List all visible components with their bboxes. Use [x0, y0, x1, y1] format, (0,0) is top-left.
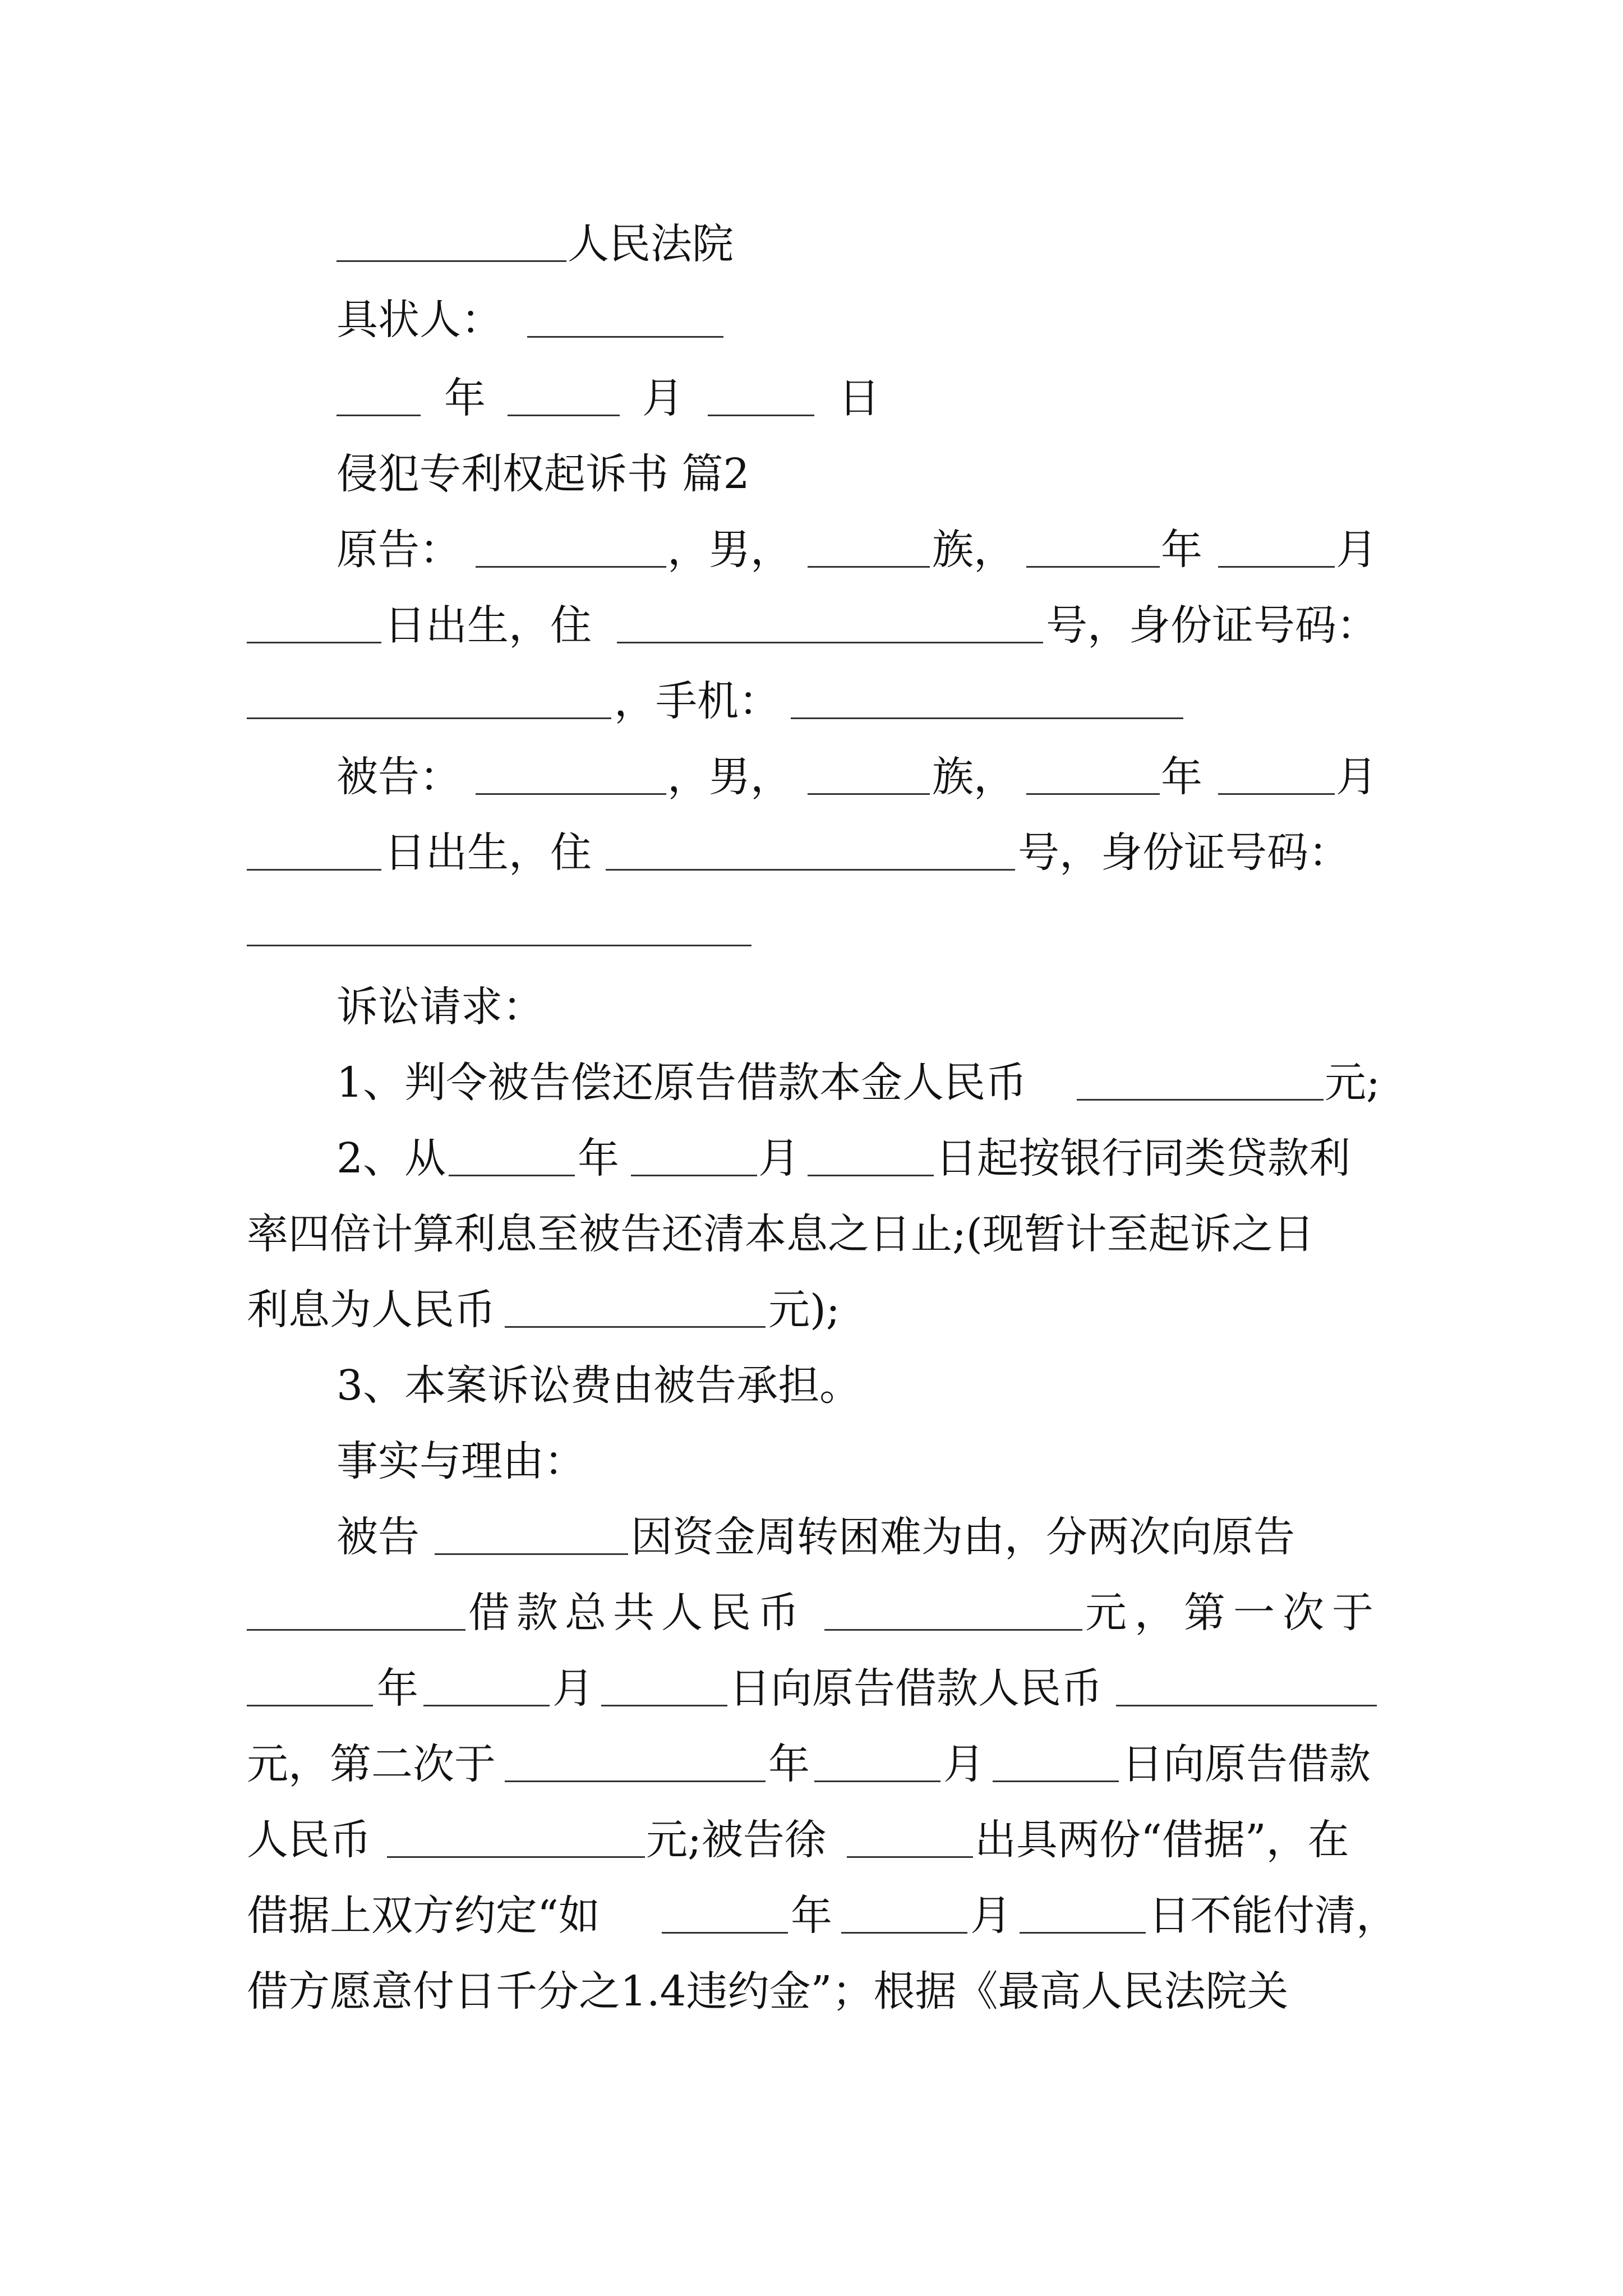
blank-facts-second-amount[interactable]	[387, 1856, 645, 1858]
blank-defendant-address[interactable]	[606, 869, 1015, 871]
blank-plaintiff-id[interactable]	[247, 717, 611, 719]
defendant-line-3	[0, 898, 1623, 959]
facts-line-2	[0, 1582, 1623, 1644]
claim-1-text: 1、判令被告偿还原告借款本金人民币	[336, 1059, 1027, 1107]
blank-plaintiff-month[interactable]	[1218, 566, 1335, 568]
blank-facts-defendant[interactable]	[435, 1553, 628, 1555]
blank-claim-2-day[interactable]	[808, 1175, 934, 1176]
defendant-line-1	[0, 746, 1623, 808]
plaintiff-line-1	[0, 519, 1623, 581]
facts-text-4: 元，第一次于	[1085, 1589, 1381, 1637]
blank-defendant-day[interactable]	[247, 869, 381, 871]
blank-facts-first-day[interactable]	[601, 1705, 727, 1706]
blank-facts-second-month[interactable]	[814, 1780, 940, 1782]
plaintiff-year-label: 年	[1161, 526, 1202, 574]
claim-2-line-1	[0, 1128, 1623, 1189]
plaintiff-gender: ，男，	[667, 526, 792, 574]
facts-text-7: 日向原告借款	[1122, 1740, 1371, 1788]
facts-second-month-label: 月	[943, 1740, 985, 1788]
blank-plaintiff-mobile[interactable]	[791, 717, 1183, 719]
blank-facts-due-month[interactable]	[841, 1932, 967, 1934]
plaintiff-id-label: 号，身份证号码：	[1046, 601, 1378, 650]
court-line	[0, 213, 1623, 275]
blank-defendant-id[interactable]	[247, 945, 751, 946]
facts-heading-text: 事实与理由：	[336, 1437, 585, 1485]
facts-text-13: 借方愿意付日千分之1.4违约金”；根据《最高人民法院关	[247, 1967, 1289, 2016]
blank-date-day[interactable]	[708, 415, 814, 416]
claim-2-line-2	[0, 1203, 1623, 1265]
blank-date-month[interactable]	[508, 415, 620, 416]
claim-2-line-3-start: 利息为人民币	[247, 1286, 496, 1334]
blank-plaintiff-year[interactable]	[1026, 566, 1160, 568]
claim-3-line	[0, 1355, 1623, 1416]
defendant-year-label: 年	[1161, 753, 1202, 801]
date-line	[0, 367, 1623, 429]
facts-text-2: 因资金周转困难为由，分两次向原告	[631, 1513, 1295, 1561]
plaintiff-ethnicity-label: 族，	[932, 526, 1015, 574]
signature-line	[0, 289, 1623, 351]
blank-facts-first-year[interactable]	[247, 1705, 373, 1706]
signature-label: 具状人：	[336, 296, 502, 344]
facts-text-1: 被告	[336, 1513, 419, 1561]
defendant-id-label: 号，身份证号码：	[1018, 829, 1350, 877]
blank-facts-second-year[interactable]	[505, 1780, 766, 1782]
blank-facts-defendant-name[interactable]	[847, 1856, 973, 1858]
blank-facts-due-year[interactable]	[662, 1932, 788, 1934]
section-heading	[0, 443, 1623, 505]
blank-plaintiff-ethnicity[interactable]	[808, 566, 930, 568]
facts-text-10: 出具两份“借据”，在	[975, 1816, 1349, 1864]
claims-heading	[0, 976, 1623, 1038]
claim-2-month-label: 月	[758, 1134, 800, 1182]
facts-line-4	[0, 1733, 1623, 1795]
date-day-label: 日	[838, 374, 880, 422]
blank-plaintiff-name[interactable]	[476, 566, 666, 568]
facts-line-6	[0, 1885, 1623, 1947]
facts-first-month-label: 月	[552, 1664, 594, 1713]
claim-1-line	[0, 1052, 1623, 1114]
blank-court-name[interactable]	[336, 260, 566, 262]
blank-facts-first-amount[interactable]	[1116, 1705, 1377, 1706]
plaintiff-line-3	[0, 670, 1623, 732]
date-year-label: 年	[444, 374, 486, 422]
blank-defendant-year[interactable]	[1026, 793, 1160, 795]
claim-2-line-3-end: 元);	[768, 1286, 840, 1334]
blank-defendant-name[interactable]	[476, 793, 666, 795]
facts-first-year-label: 年	[377, 1664, 418, 1713]
claim-2-year-label: 年	[578, 1134, 619, 1182]
defendant-ethnicity-label: 族，	[932, 753, 1015, 801]
facts-second-year-label: 年	[768, 1740, 810, 1788]
plaintiff-mobile-label: ，手机：	[614, 677, 780, 725]
date-month-label: 月	[642, 374, 684, 422]
facts-text-6: 元，第二次于	[247, 1740, 496, 1788]
blank-plaintiff-address[interactable]	[617, 642, 1043, 643]
blank-facts-second-day[interactable]	[993, 1780, 1119, 1782]
blank-claim-2-interest[interactable]	[505, 1326, 766, 1328]
facts-due-month-label: 月	[970, 1892, 1012, 1940]
claim-2-start: 2、从	[336, 1134, 446, 1182]
facts-text-12: 日不能付清，	[1149, 1892, 1398, 1940]
facts-line-5	[0, 1809, 1623, 1871]
claim-3-text: 3、本案诉讼费由被告承担。	[336, 1361, 861, 1410]
facts-line-7	[0, 1961, 1623, 2022]
blank-claim-1-amount[interactable]	[1077, 1099, 1324, 1101]
plaintiff-month-label: 月	[1336, 526, 1377, 574]
plaintiff-birth-address: 日出生，住	[384, 601, 592, 650]
facts-heading	[0, 1430, 1623, 1492]
plaintiff-line-2	[0, 595, 1623, 656]
blank-signature[interactable]	[527, 336, 723, 338]
facts-text-3: 借款总共人民币	[468, 1589, 806, 1637]
blank-claim-2-month[interactable]	[631, 1175, 757, 1176]
facts-text-5: 日向原告借款人民币	[729, 1664, 1103, 1713]
blank-facts-total[interactable]	[824, 1629, 1082, 1631]
facts-text-8: 人民币	[247, 1816, 371, 1864]
claim-2-line-2-text: 率四倍计算利息至被告还清本息之日止;(现暂计至起诉之日	[247, 1210, 1315, 1258]
facts-line-3	[0, 1658, 1623, 1719]
plaintiff-label: 原告：	[336, 526, 461, 574]
blank-facts-due-day[interactable]	[1020, 1932, 1146, 1934]
blank-facts-first-month[interactable]	[423, 1705, 550, 1706]
defendant-line-2	[0, 822, 1623, 884]
blank-date-year[interactable]	[336, 415, 421, 416]
defendant-month-label: 月	[1336, 753, 1377, 801]
defendant-gender: ，男，	[667, 753, 792, 801]
facts-line-1	[0, 1506, 1623, 1568]
claims-heading-text: 诉讼请求：	[336, 983, 544, 1031]
blank-claim-2-year[interactable]	[449, 1175, 575, 1176]
section-heading-text: 侵犯专利权起诉书 篇2	[336, 450, 750, 498]
defendant-label: 被告：	[336, 753, 461, 801]
facts-text-9: 元;被告徐	[646, 1816, 826, 1864]
blank-facts-plaintiff[interactable]	[247, 1629, 465, 1631]
claim-2-mid: 日起按银行同类贷款利	[935, 1134, 1350, 1182]
claim-2-line-3	[0, 1279, 1623, 1341]
facts-due-year-label: 年	[791, 1892, 832, 1940]
facts-text-11: 借据上双方约定“如	[247, 1892, 600, 1940]
court-suffix: 人民法院	[568, 220, 734, 268]
blank-plaintiff-day[interactable]	[247, 642, 381, 643]
claim-1-unit: 元;	[1325, 1059, 1380, 1107]
defendant-birth-address: 日出生，住	[384, 829, 592, 877]
blank-defendant-ethnicity[interactable]	[808, 793, 930, 795]
blank-defendant-month[interactable]	[1218, 793, 1335, 795]
